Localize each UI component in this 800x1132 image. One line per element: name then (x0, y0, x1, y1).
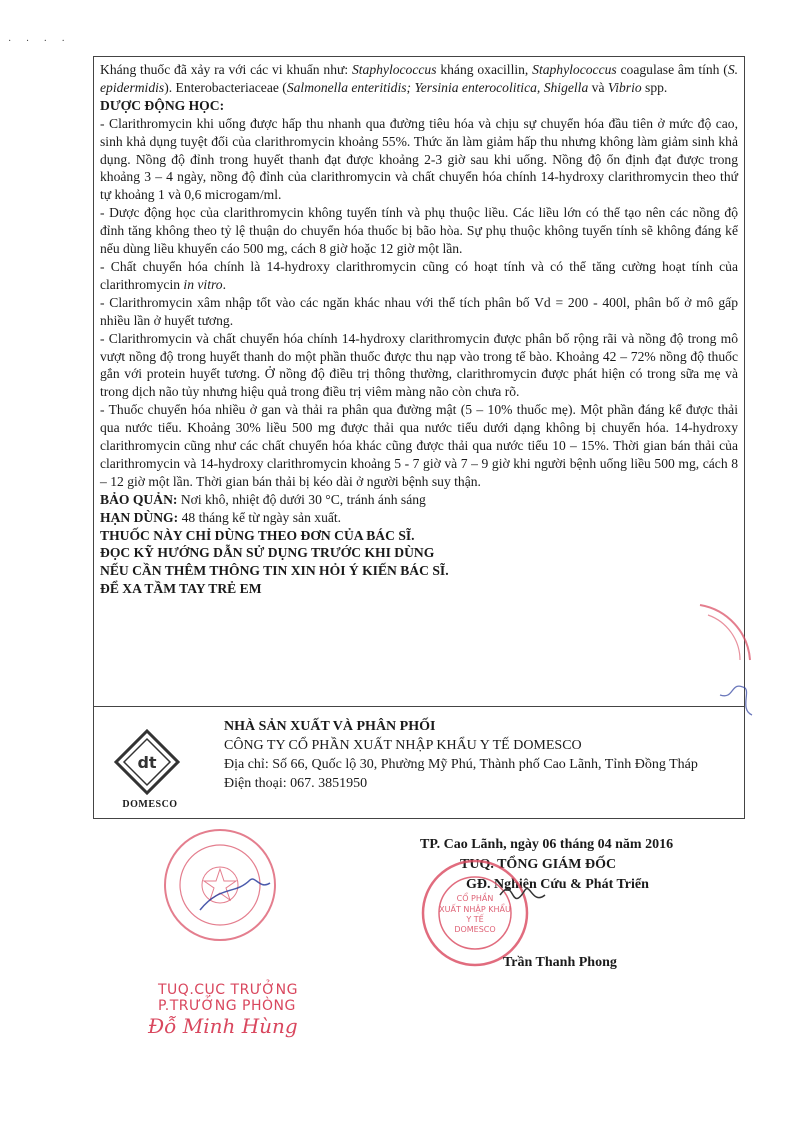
warning-read-instructions: ĐỌC KỸ HƯỚNG DẪN SỬ DỤNG TRƯỚC KHI DÙNG (100, 545, 435, 561)
pk-paragraph-1: - Clarithromycin khi uống được hấp thu nhanh qua đường tiêu hóa và chịu sự chuyển hóa đầu tiên ở mức độ cao, sinh khả dụng tuyệt đối của clarithromycin khoảng 55%. Thức ăn làm giảm hấp thu nhưng không làm giảm sinh khả dụng. Nồng độ đỉnh trong huyết thanh đạt được khoảng 2-3 giờ sau khi uống. Nồng độ ổn định đạt được trong khoảng 3 – 4 ngày, nồng độ đỉnh của clarithromycin và chất chuyển hóa chính 14-hydroxy clarithromycin theo thứ tự khoảng 1 và 0,6 microgam/ml. (100, 115, 738, 203)
approval-line-2: P.TRƯỞNG PHÒNG (158, 998, 296, 1014)
svg-text:dt: dt (137, 753, 157, 772)
svg-text:DOMESCO: DOMESCO (454, 925, 496, 934)
logo-label: DOMESCO (122, 799, 178, 810)
pk-paragraph-3: - Chất chuyển hóa chính là 14-hydroxy clarithromycin cũng có hoạt tính và có thể tăng cường hoạt tính của clarithromycin in vitro. (100, 258, 738, 292)
manufacturer-title: NHÀ SẢN XUẤT VÀ PHÂN PHỐI (224, 719, 436, 734)
document-body (93, 56, 745, 707)
svg-text:Y TẾ: Y TẾ (466, 915, 484, 924)
pk-paragraph-4: - Clarithromycin xâm nhập tốt vào các ngăn khác nhau với thể tích phân bố Vd = 200 - 400l, phân bố ở mô gấp nhiều lần ở huyết tương. (100, 294, 738, 328)
warning-prescription: THUỐC NÀY CHỈ DÙNG THEO ĐƠN CỦA BÁC SĨ. (100, 527, 415, 543)
storage-line: BẢO QUẢN: Nơi khô, nhiệt độ dưới 30 °C, tránh ánh sáng (100, 491, 426, 507)
manufacturer-info (224, 717, 698, 793)
signature-title: TUQ. TỔNG GIÁM ĐỐC (460, 857, 617, 872)
warning-ask-doctor: NẾU CẦN THÊM THÔNG TIN XIN HỎI Ý KIẾN BÁC SĨ. (100, 563, 449, 579)
approval-stamp (148, 982, 298, 1038)
ministry-seal-icon (160, 825, 280, 945)
svg-text:CỔ PHẦN: CỔ PHẦN (456, 894, 494, 903)
resistance-paragraph: Kháng thuốc đã xảy ra với các vi khuẩn như: Staphylococcus kháng oxacillin, Staphylococcus coagulase âm tính (S. epidermidis). Enterobacteriaceae (Salmonella enteritidis; Yersinia enterocolitica, Shigella và Vibrio spp. (100, 62, 739, 95)
signer-name: Trần Thanh Phong (503, 955, 617, 970)
domesco-logo-icon (114, 729, 180, 795)
pk-paragraph-5: - Clarithromycin và chất chuyển hóa chính 14-hydroxy clarithromycin được phân bố rộng rãi và nồng độ trong mô vượt nồng độ trong huyết thanh do một phần thuốc được thu nạp vào trong tế bào. Khoảng 42 – 72% nồng độ thuốc gắn với protein huyết tương. Ở nồng độ điều trị thông thường, clarithromycin được phát hiện có trong sữa mẹ và trong dịch não tủy nhưng hiệu quả trong điều trị viêm màng não còn chưa rõ. (100, 330, 738, 400)
manufacturer-section (93, 707, 745, 819)
company-seal-icon (405, 855, 550, 970)
svg-text:XUẤT NHẬP KHẨU: XUẤT NHẬP KHẨU (439, 905, 511, 914)
expiry-line: HẠN DÙNG: 48 tháng kể từ ngày sản xuất. (100, 509, 342, 525)
scan-marks: · · · · (8, 36, 71, 47)
company-address: Địa chỉ: Số 66, Quốc lộ 30, Phường Mỹ Phú, Thành phố Cao Lãnh, Tỉnh Đồng Tháp (224, 757, 698, 772)
signature-department: GĐ. Nghiên Cứu & Phát Triển (466, 877, 649, 892)
company-name: CÔNG TY CỔ PHẦN XUẤT NHẬP KHẨU Y TẾ DOMESCO (224, 738, 582, 753)
pk-paragraph-6: - Thuốc chuyển hóa nhiều ở gan và thải ra phân qua đường mật (5 – 10% thuốc mẹ). Một phần đáng kể được thải qua nước tiểu. Khoảng 30% liều 500 mg được thải qua nước tiểu dưới dạng không bị chuyển hóa. 14-hydroxy clarithromycin cũng như các chất chuyển hóa khác cũng được thải qua nước tiểu 10 – 15%. Thời gian bán thải của clarithromycin và 14-hydroxy clarithromycin khoảng 5 - 7 giờ và 7 – 9 giờ khi người bệnh uống liều 500 mg, cách 8 – 12 giờ một lần. Thời gian bán thải bị kéo dài ở người bệnh suy thận. (100, 402, 738, 489)
company-phone: Điện thoại: 067. 3851950 (224, 776, 368, 791)
signature-date: TP. Cao Lãnh, ngày 06 tháng 04 năm 2016 (420, 837, 674, 852)
approval-line-1: TUQ.CỤC TRƯỞNG (158, 982, 298, 998)
pharmacokinetics-heading: DƯỢC ĐỘNG HỌC: (100, 97, 225, 113)
approval-name: Đỗ Minh Hùng (148, 1014, 298, 1038)
pk-paragraph-2: - Dược động học của clarithromycin không tuyến tính và phụ thuộc liều. Các liều lớn có thể tạo nên các nồng độ đỉnh tăng không theo tỷ lệ thuận do chuyển hóa thuốc bị bão hòa. Sự phụ thuộc không tuyến tính sẽ không đáng kể nếu dùng liều khuyến cáo 500 mg, cách 8 giờ hoặc 12 giờ một lần. (100, 205, 738, 257)
corner-seal-icon (690, 600, 760, 720)
warning-keep-away: ĐỂ XA TẦM TAY TRẺ EM (100, 581, 262, 597)
